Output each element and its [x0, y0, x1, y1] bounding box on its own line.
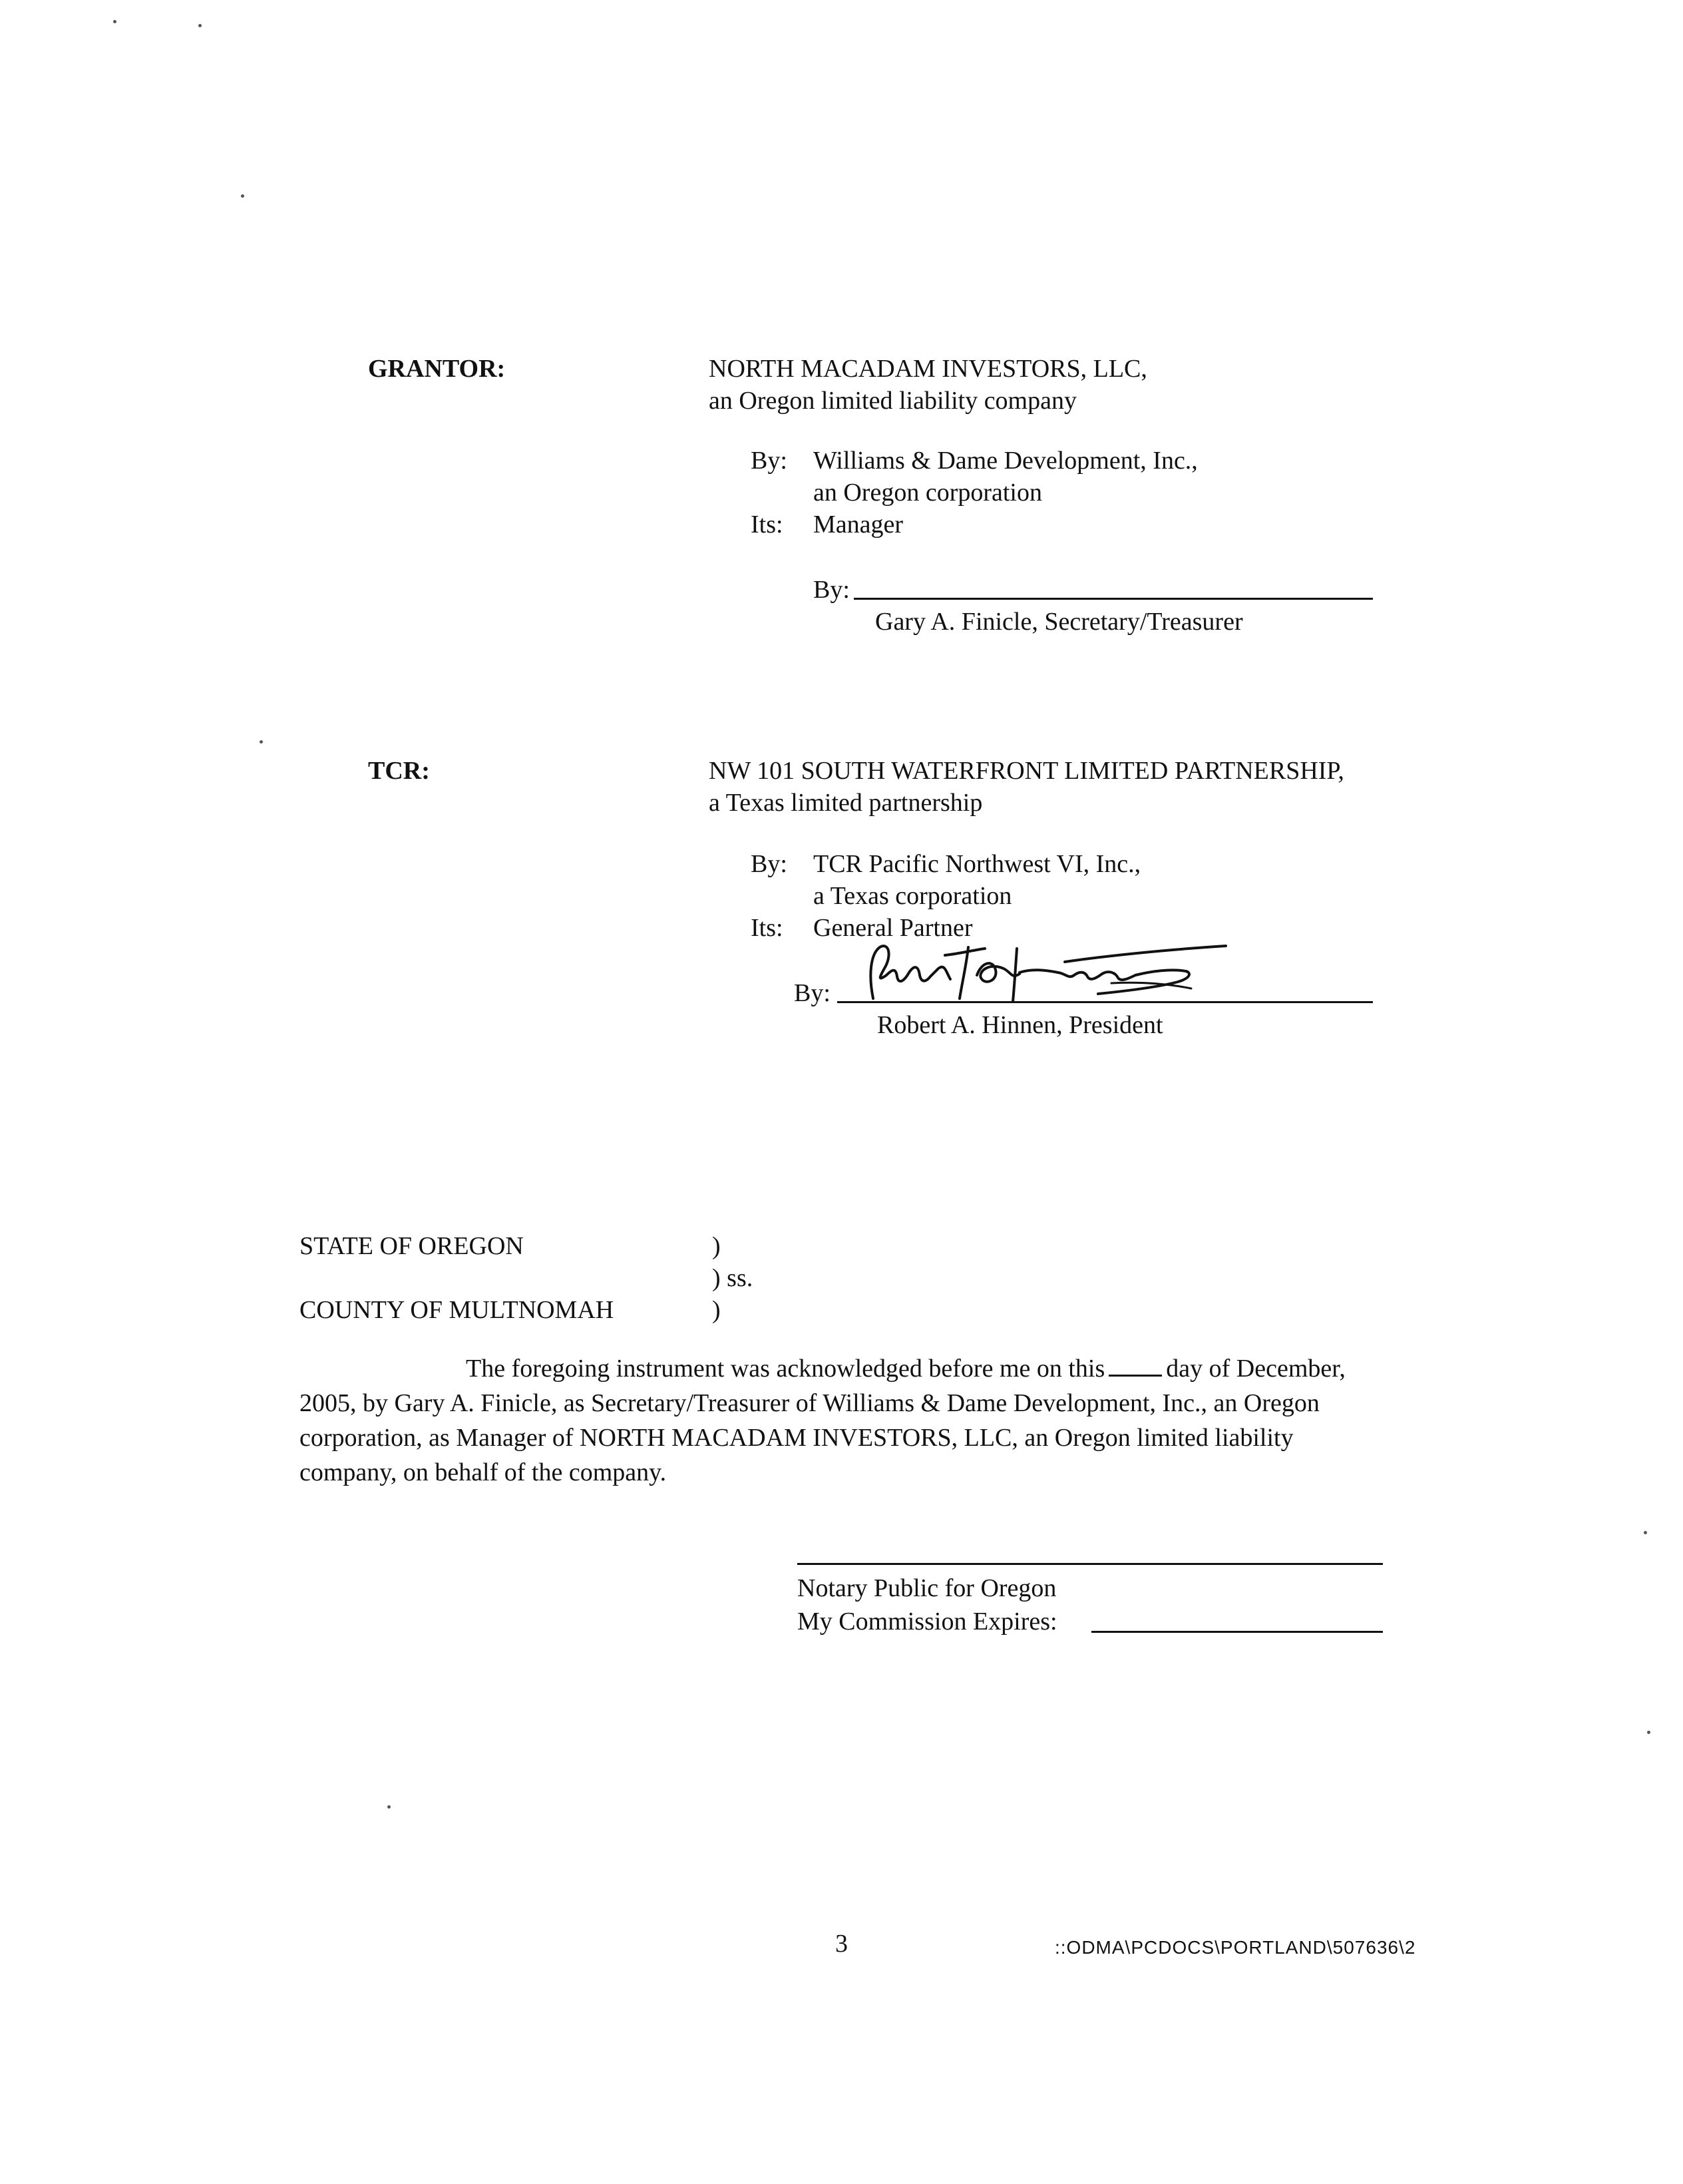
acknowledgment-part-2: day of December, 2005, by Gary A. Finicle, as Secretary/Treasurer of Williams & Dame Development, Inc., an Oregon corporation, as Manager of NORTH MACADAM INVESTORS, LLC, an Oregon limited liability company, on behalf of the company. [299, 1355, 1346, 1486]
day-blank [1109, 1375, 1162, 1377]
grantor-by-name: Williams & Dame Development, Inc., [813, 447, 1198, 475]
grantor-its-label: Its: [751, 511, 783, 539]
tcr-by-label: By: [751, 850, 787, 878]
scan-speck [1647, 1731, 1650, 1734]
tcr-its-label: Its: [751, 914, 783, 942]
venue-paren-1: ) [712, 1232, 721, 1260]
grantor-its-value: Manager [813, 511, 904, 539]
grantor-entity-desc: an Oregon limited liability company [709, 387, 1077, 415]
tcr-sign-by-label: By: [794, 979, 831, 1007]
grantor-by-label: By: [751, 447, 787, 475]
tcr-signer: Robert A. Hinnen, President [877, 1011, 1163, 1039]
tcr-entity-desc: a Texas limited partnership [709, 789, 983, 817]
grantor-entity-name: NORTH MACADAM INVESTORS, LLC, [709, 355, 1147, 383]
page-number: 3 [835, 1930, 848, 1958]
grantor-label: GRANTOR: [368, 355, 506, 383]
handwritten-signature [845, 935, 1244, 1015]
grantor-sign-by-label: By: [813, 576, 850, 604]
grantor-signer: Gary A. Finicle, Secretary/Treasurer [875, 608, 1243, 636]
notary-public-label: Notary Public for Oregon [797, 1574, 1057, 1602]
grantor-by-desc: an Oregon corporation [813, 479, 1042, 507]
commission-expires-label: My Commission Expires: [797, 1608, 1057, 1636]
tcr-its-value: General Partner [813, 914, 973, 942]
scan-speck [260, 740, 263, 744]
tcr-by-name: TCR Pacific Northwest VI, Inc., [813, 850, 1141, 878]
document-id: ::ODMA\PCDOCS\PORTLAND\507636\2 [1055, 1937, 1416, 1958]
tcr-by-desc: a Texas corporation [813, 882, 1012, 910]
grantor-signature-line [854, 598, 1373, 600]
scan-speck [241, 194, 244, 198]
scan-speck [198, 24, 202, 27]
scan-speck [1644, 1531, 1647, 1534]
venue-state: STATE OF OREGON [299, 1232, 524, 1260]
acknowledgment-paragraph [299, 1351, 1378, 1490]
scan-speck [113, 20, 116, 23]
venue-county: COUNTY OF MULTNOMAH [299, 1296, 614, 1324]
notary-signature-line [797, 1563, 1383, 1565]
venue-paren-3: ) [712, 1296, 721, 1324]
tcr-entity-name: NW 101 SOUTH WATERFRONT LIMITED PARTNERSHIP, [709, 757, 1344, 785]
acknowledgment-part-1: The foregoing instrument was acknowledged before me on this [466, 1355, 1105, 1383]
scan-speck [387, 1805, 391, 1809]
tcr-label: TCR: [368, 757, 430, 785]
venue-ss: ) ss. [712, 1264, 753, 1292]
commission-expires-line [1091, 1631, 1383, 1633]
